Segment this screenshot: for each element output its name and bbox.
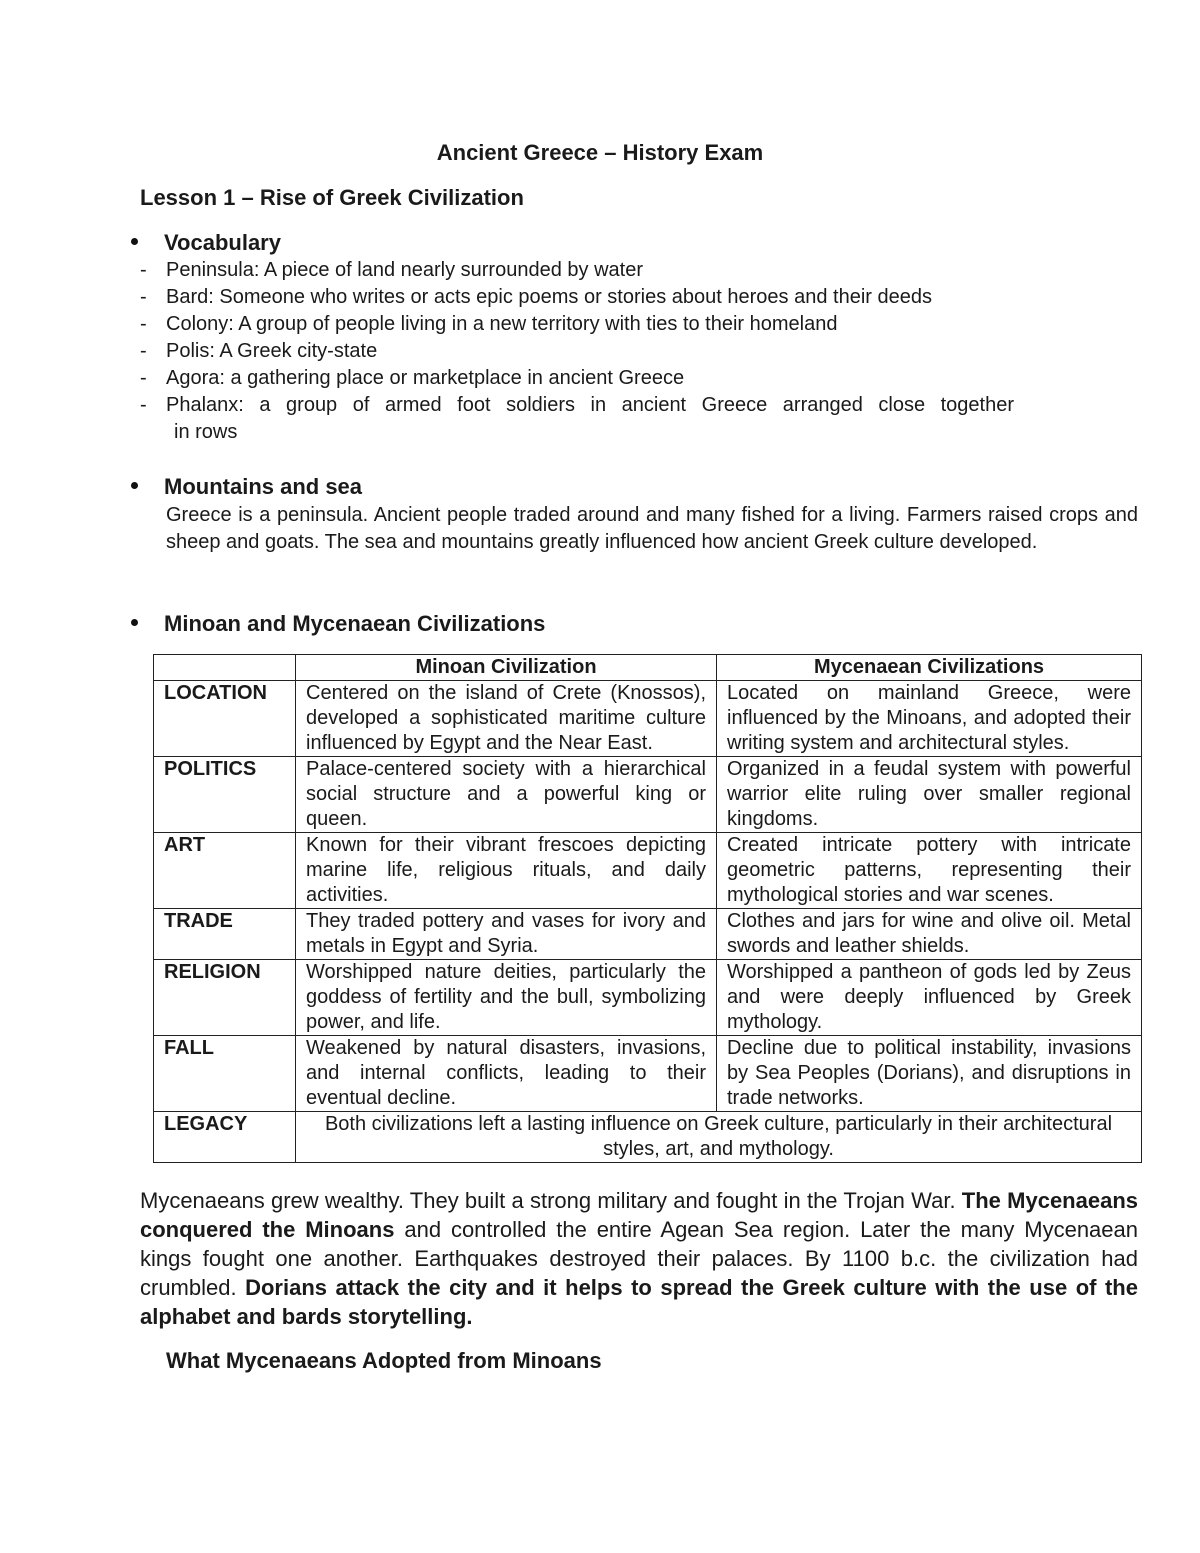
list-item: - Peninsula: A piece of land nearly surrounded by water bbox=[140, 259, 643, 281]
table-header-cell: Minoan Civilization bbox=[296, 655, 717, 681]
table-header-cell bbox=[154, 655, 296, 681]
bold-text: Dorians attack the city and it helps to spread the Greek culture with the use of the alphabet and bards storytelling. bbox=[140, 1275, 1138, 1329]
section-vocabulary-label: Vocabulary bbox=[164, 230, 281, 255]
table-cell: Created intricate pottery with intricate geometric patterns, representing their mythological stories and war scenes. bbox=[717, 833, 1142, 909]
row-label: LEGACY bbox=[154, 1112, 296, 1163]
civilizations-table bbox=[153, 654, 1142, 1163]
table-row bbox=[154, 833, 1142, 909]
table-row bbox=[154, 757, 1142, 833]
bullet-icon bbox=[131, 238, 138, 245]
table-cell: Clothes and jars for wine and olive oil. Metal swords and leather shields. bbox=[717, 909, 1142, 960]
table-cell: Weakened by natural disasters, invasions, and internal conflicts, leading to their eventual decline. bbox=[296, 1036, 717, 1112]
row-label: FALL bbox=[154, 1036, 296, 1112]
section-mountains bbox=[131, 473, 362, 501]
list-item-continuation: in rows bbox=[174, 421, 238, 443]
section-mountains-label: Mountains and sea bbox=[164, 474, 363, 499]
table-row-legacy bbox=[154, 1112, 1142, 1163]
list-item: - Bard: Someone who writes or acts epic poems or stories about heroes and their deeds bbox=[140, 286, 932, 308]
section-civilizations bbox=[131, 610, 545, 638]
document-title: Ancient Greece – History Exam bbox=[436, 140, 764, 165]
mycenaeans-paragraph: Mycenaeans grew wealthy. They built a strong military and fought in the Trojan War. The Mycenaeans conquered the Minoans and controlled the entire Agean Sea region. Later the many Mycenaean kings fought one another. Earthquakes destroyed their palaces. By 1100 b.c. the civilization had crumbled. Dorians attack the city and it helps to spread the Greek culture with the use of the alphabet and bards storytelling. bbox=[140, 1188, 1138, 1329]
table-cell: They traded pottery and vases for ivory and metals in Egypt and Syria. bbox=[296, 909, 717, 960]
list-item: - Phalanx: a group of armed foot soldiers in ancient Greece arranged close together bbox=[140, 394, 1014, 416]
table-cell: Decline due to political instability, invasions by Sea Peoples (Dorians), and disruptions in trade networks. bbox=[717, 1036, 1142, 1112]
section-civilizations-label: Minoan and Mycenaean Civilizations bbox=[164, 611, 546, 636]
row-label: ART bbox=[154, 833, 296, 909]
row-label: RELIGION bbox=[154, 960, 296, 1036]
table-row bbox=[154, 681, 1142, 757]
table-cell: Palace-centered society with a hierarchical social structure and a powerful king or queen. bbox=[296, 757, 717, 833]
list-item: - Colony: A group of people living in a new territory with ties to their homeland bbox=[140, 313, 838, 335]
list-item: - Agora: a gathering place or marketplace in ancient Greece bbox=[140, 367, 685, 389]
bold-text: The Mycenaeans conquered the Minoans bbox=[140, 1188, 1138, 1242]
table-header-cell: Mycenaean Civilizations bbox=[717, 655, 1142, 681]
list-item: - Polis: A Greek city-state bbox=[140, 340, 378, 362]
section-adopted-heading: What Mycenaeans Adopted from Minoans bbox=[166, 1348, 602, 1373]
table-cell: Worshipped a pantheon of gods led by Zeus and were deeply influenced by Greek mythology. bbox=[717, 960, 1142, 1036]
row-label: LOCATION bbox=[154, 681, 296, 757]
lesson-heading: Lesson 1 – Rise of Greek Civilization bbox=[140, 185, 524, 210]
row-label: POLITICS bbox=[154, 757, 296, 833]
table-cell: Centered on the island of Crete (Knossos), developed a sophisticated maritime culture influenced by Egypt and the Near East. bbox=[296, 681, 717, 757]
table-cell: Organized in a feudal system with powerful warrior elite ruling over smaller regional kingdoms. bbox=[717, 757, 1142, 833]
table-header-row bbox=[154, 655, 1142, 681]
table-row bbox=[154, 1036, 1142, 1112]
bullet-icon bbox=[131, 619, 138, 626]
table-cell: Known for their vibrant frescoes depicting marine life, religious rituals, and daily activities. bbox=[296, 833, 717, 909]
table-row bbox=[154, 960, 1142, 1036]
table-cell: Worshipped nature deities, particularly the goddess of fertility and the bull, symbolizing power, and life. bbox=[296, 960, 717, 1036]
row-label: TRADE bbox=[154, 909, 296, 960]
vocabulary-list bbox=[140, 257, 1040, 446]
table-cell: Located on mainland Greece, were influenced by the Minoans, and adopted their writing system and architectural styles. bbox=[717, 681, 1142, 757]
section-vocabulary bbox=[131, 229, 281, 257]
legacy-cell: Both civilizations left a lasting influence on Greek culture, particularly in their architectural styles, art, and mythology. bbox=[296, 1112, 1142, 1163]
bullet-icon bbox=[131, 482, 138, 489]
table-row bbox=[154, 909, 1142, 960]
mountains-paragraph: Greece is a peninsula. Ancient people traded around and many fished for a living. Farmers raised crops and sheep and goats. The sea and mountains greatly influenced how ancient Greek culture developed. bbox=[166, 504, 1138, 553]
